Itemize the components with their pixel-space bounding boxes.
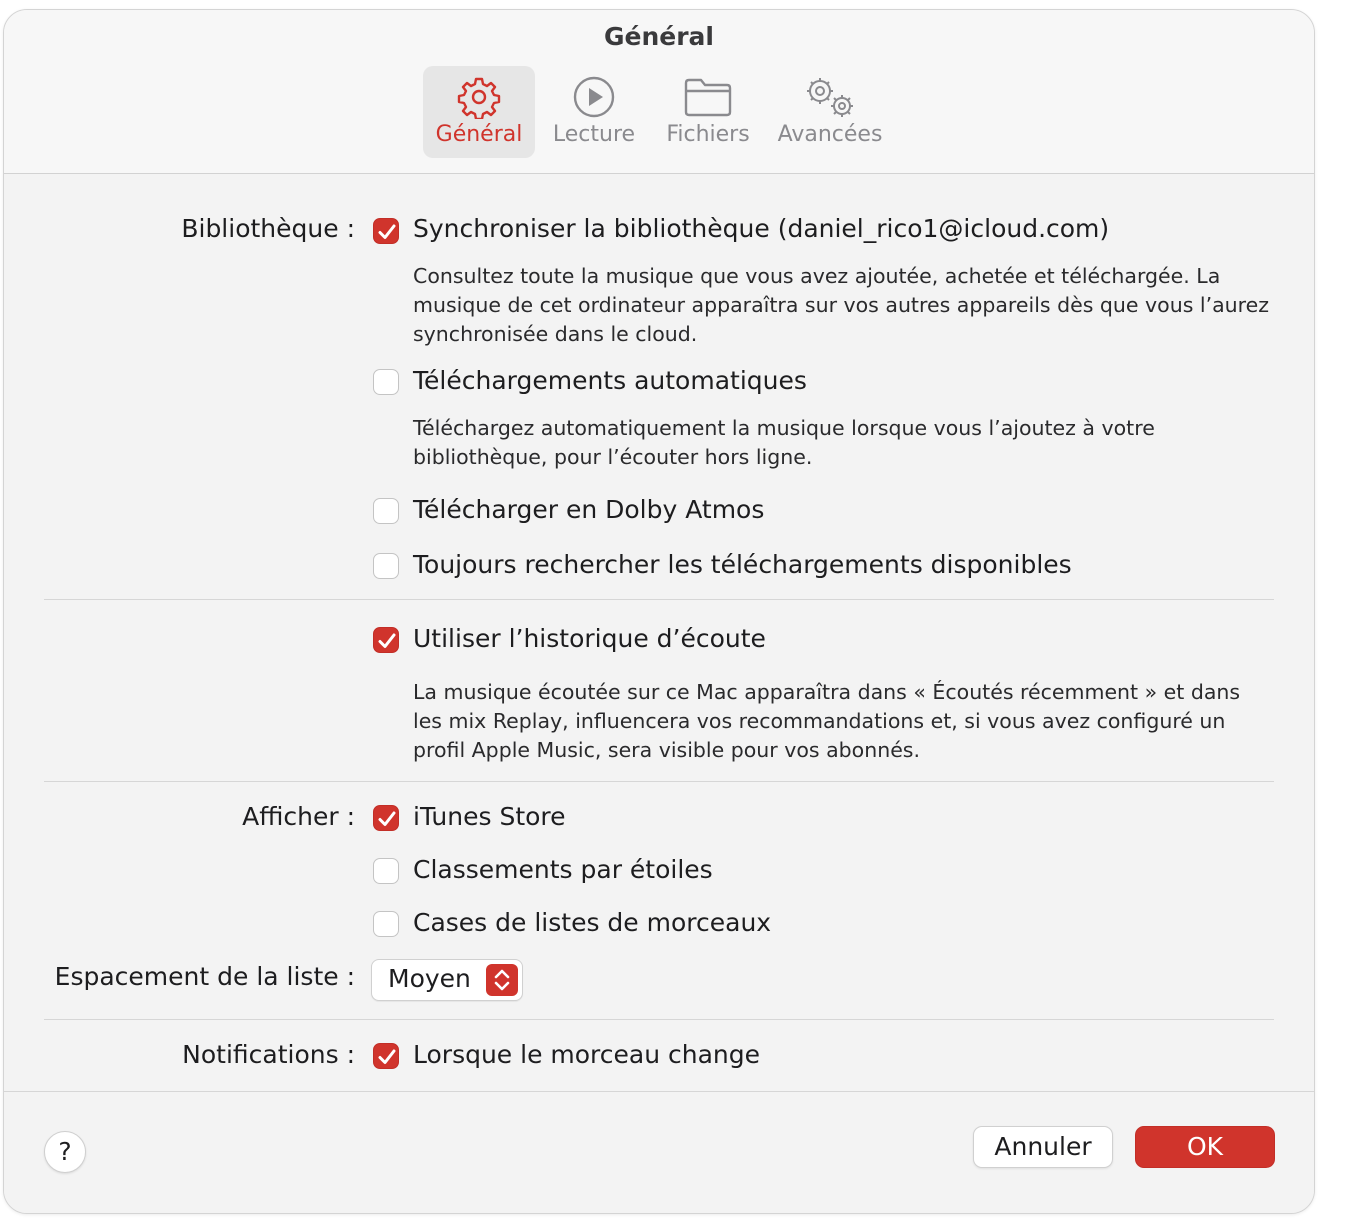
toolbar (4, 10, 1314, 174)
listening-history-checkbox[interactable] (373, 627, 399, 653)
play-circle-icon (572, 74, 616, 120)
separator (44, 599, 1274, 600)
list-spacing-popup[interactable] (371, 959, 523, 1001)
tab-general[interactable] (423, 66, 535, 158)
cancel-button[interactable]: Annuler (973, 1126, 1113, 1168)
tab-files-label: Fichiers (666, 122, 750, 147)
window-title: Général (604, 22, 714, 51)
checkmark-icon (377, 809, 397, 829)
dolby-atmos-checkbox[interactable] (373, 498, 399, 524)
itunes-store-label: iTunes Store (413, 802, 566, 831)
list-spacing-value: Moyen (388, 964, 471, 993)
itunes-store-checkbox[interactable] (373, 805, 399, 831)
always-check-downloads-label: Toujours rechercher les téléchargements disponibles (413, 550, 1072, 579)
tab-advanced[interactable] (767, 66, 893, 158)
auto-downloads-label: Téléchargements automatiques (413, 366, 807, 395)
gear-icon (457, 74, 501, 120)
song-change-label: Lorsque le morceau change (413, 1040, 761, 1069)
song-change-checkbox[interactable] (373, 1043, 399, 1069)
song-list-checkboxes-label: Cases de listes de morceaux (413, 908, 772, 937)
song-list-checkboxes-checkbox[interactable] (373, 911, 399, 937)
auto-downloads-description: Téléchargez automatiquement la musique lorsque vous l’ajoutez à votre bibliothèque, pour l’écouter hors ligne. (413, 416, 1155, 469)
auto-downloads-checkbox[interactable] (373, 369, 399, 395)
tab-files[interactable] (653, 66, 763, 158)
listening-history-description: La musique écoutée sur ce Mac apparaîtra dans « Écoutés récemment » et dans les mix Replay, influencera vos recommandations et, si vous avez configuré un profil Apple Music, sera visible pour vos abonnés. (413, 680, 1241, 762)
folder-icon (683, 74, 733, 120)
listening-history-label: Utiliser l’historique d’écoute (413, 624, 766, 653)
checkmark-icon (377, 222, 397, 242)
chevron-updown-icon (486, 964, 518, 996)
star-ratings-label: Classements par étoiles (413, 855, 713, 884)
tab-advanced-label: Avancées (777, 122, 883, 147)
star-ratings-checkbox[interactable] (373, 858, 399, 884)
show-label: Afficher : (242, 802, 355, 831)
help-button[interactable]: ? (44, 1131, 86, 1173)
preferences-window (3, 9, 1315, 1214)
footer (4, 1091, 1314, 1214)
sync-library-label: Synchroniser la bibliothèque (daniel_rico1@icloud.com) (413, 214, 1110, 243)
tab-playback[interactable] (539, 66, 649, 158)
list-spacing-label: Espacement de la liste : (54, 962, 355, 991)
always-check-downloads-checkbox[interactable] (373, 553, 399, 579)
tab-playback-label: Lecture (552, 122, 636, 147)
ok-button[interactable]: OK (1135, 1126, 1275, 1168)
separator (44, 781, 1274, 782)
sync-library-description: Consultez toute la musique que vous avez ajoutée, achetée et téléchargée. La musique de cet ordinateur apparaîtra sur vos autres appareils dès que vous l’aurez synchronisée dans le cloud. (413, 264, 1270, 346)
checkmark-icon (377, 1047, 397, 1067)
checkmark-icon (377, 631, 397, 651)
gears-icon (800, 74, 860, 120)
notifications-label: Notifications : (182, 1040, 355, 1069)
sync-library-checkbox[interactable] (373, 218, 399, 244)
tab-general-label: Général (435, 122, 523, 147)
library-label: Bibliothèque : (181, 214, 355, 243)
dolby-atmos-label: Télécharger en Dolby Atmos (413, 495, 765, 524)
separator (44, 1019, 1274, 1020)
